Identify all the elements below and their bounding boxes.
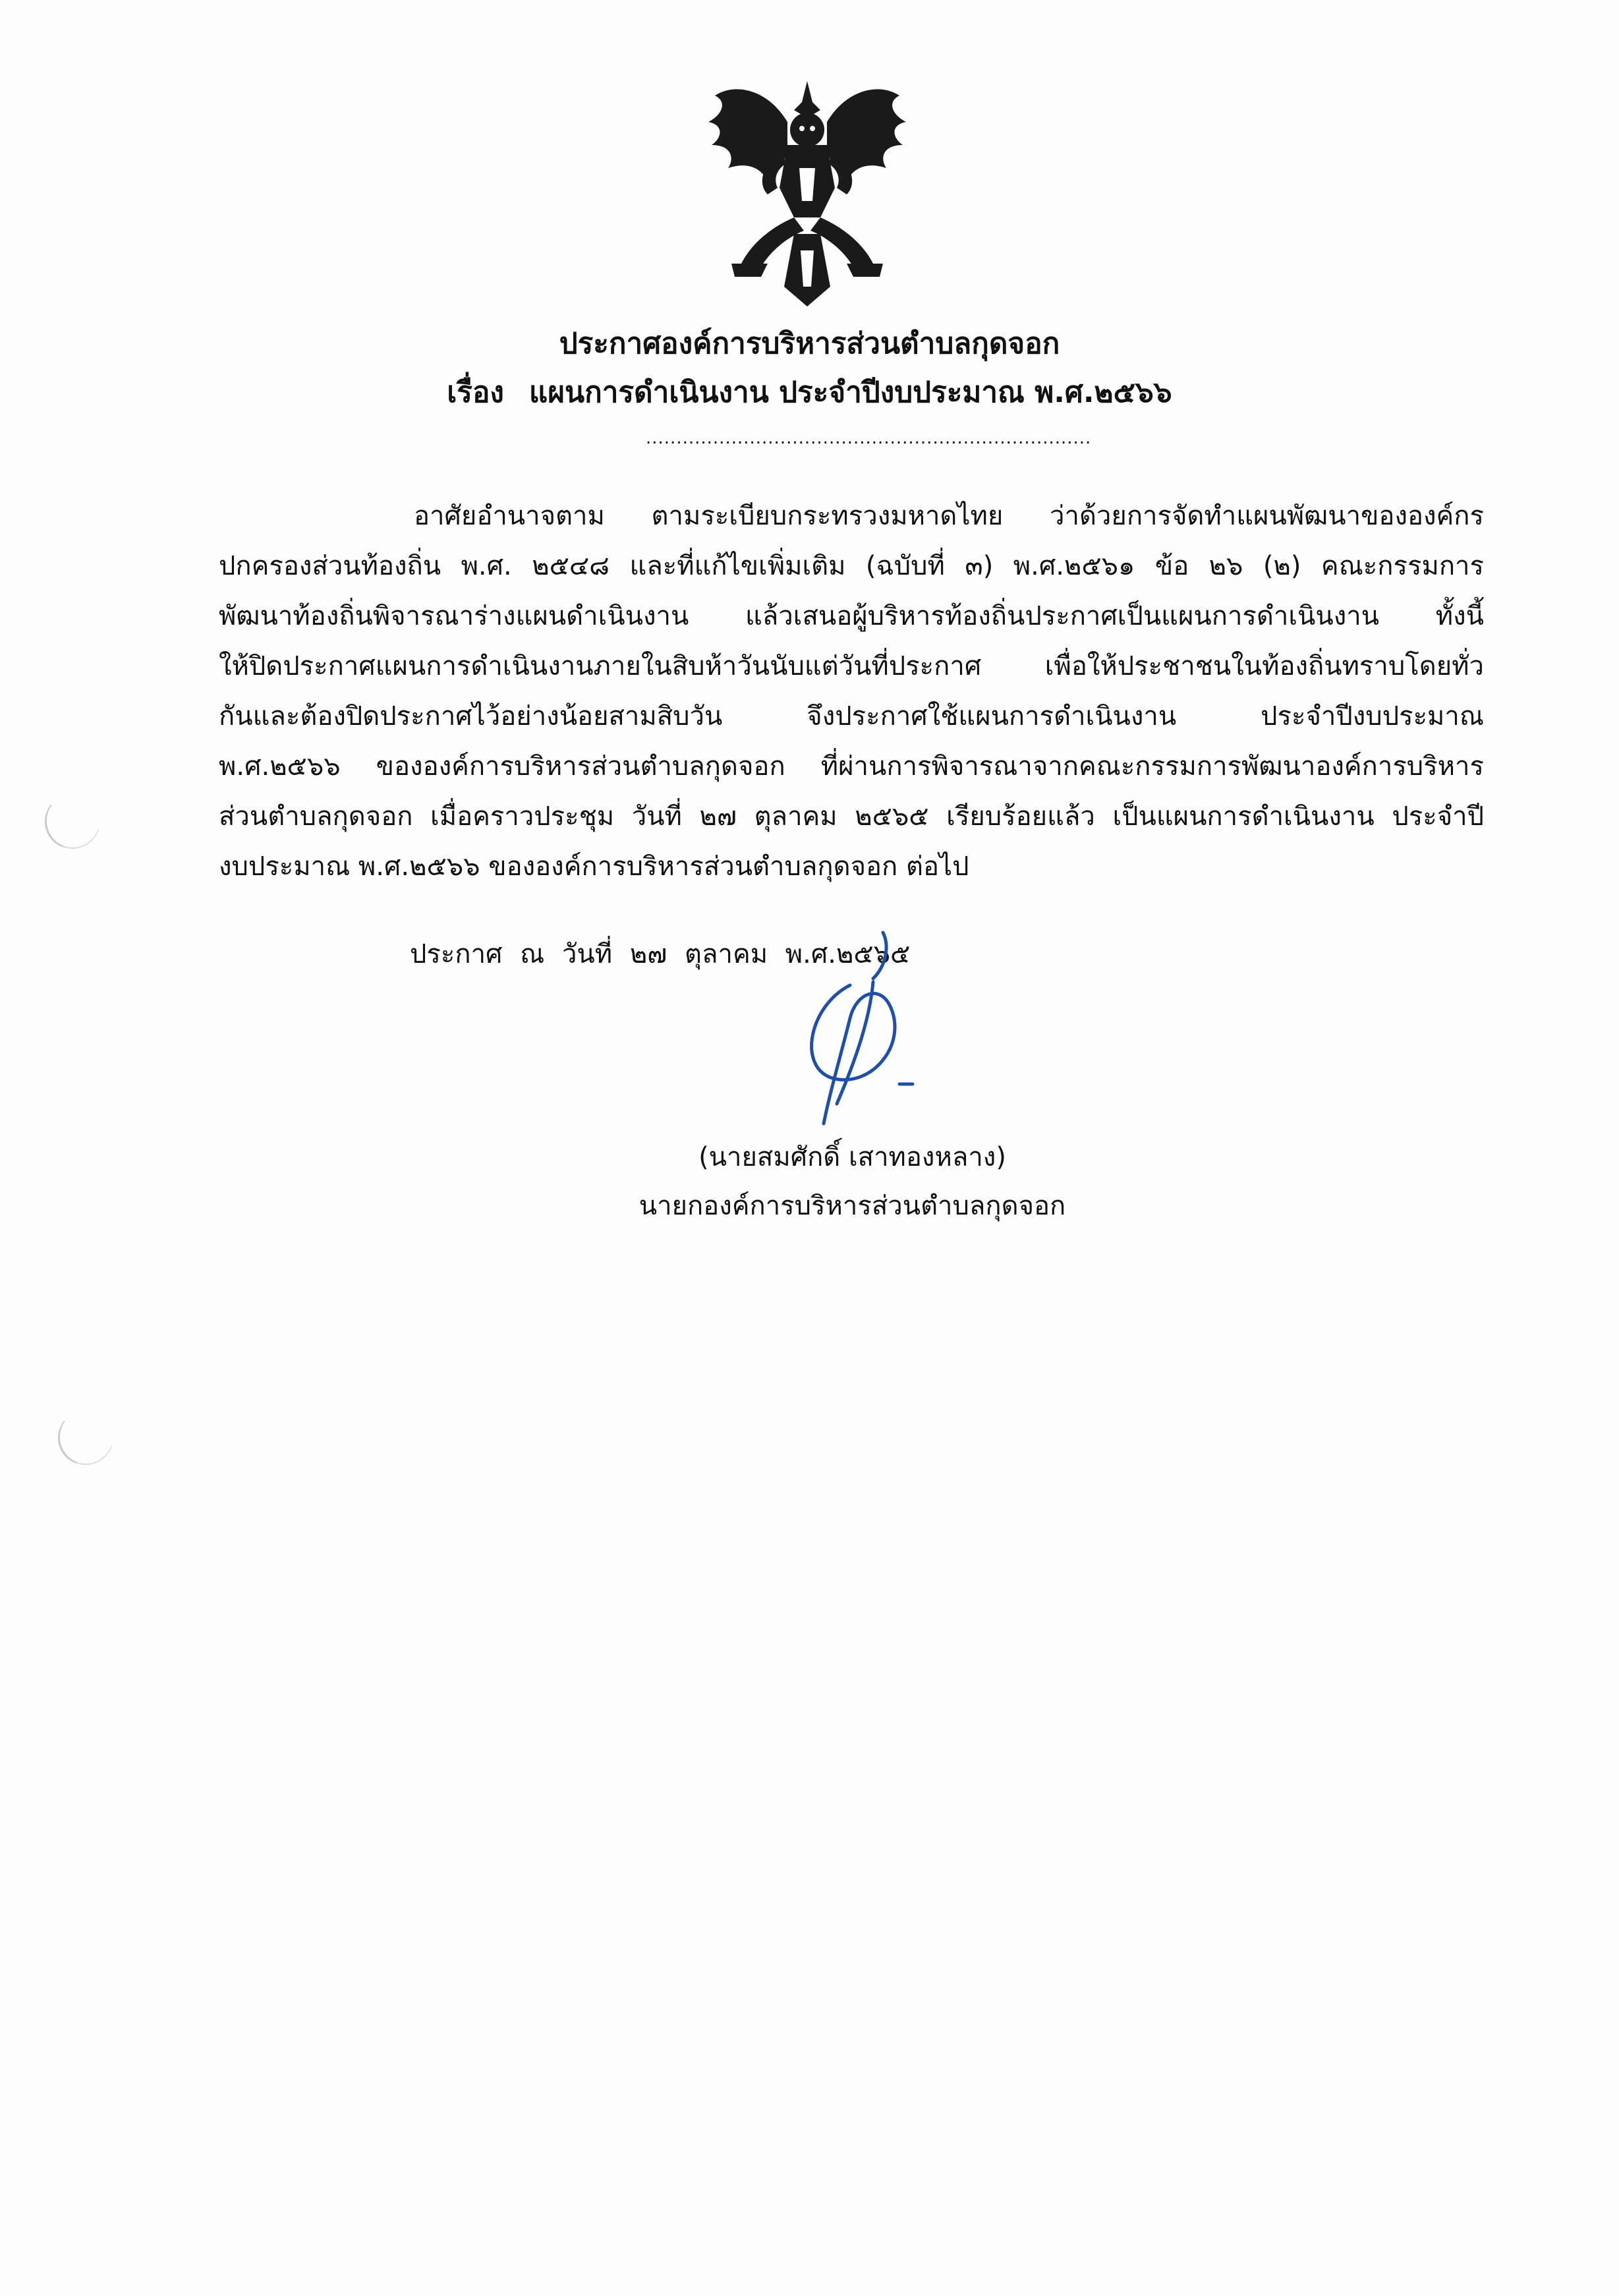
signer-name: (นายสมศักดิ์ เสาทองหลาง) bbox=[698, 1142, 1006, 1172]
dotted-separator: ......................................................................... bbox=[646, 428, 1092, 448]
body-line: อาศัยอำนาจตาม ตามระเบียบกระทรวงมหาดไทย ว่าด้วยการจัดทำแผนพัฒนาขององค์กร bbox=[414, 501, 1484, 531]
body-paragraph bbox=[219, 491, 1484, 892]
body-line: กันและต้องปิดประกาศไว้อย่างน้อยสามสิบวัน จึงประกาศใช้แผนการดำเนินงาน ประจำปีงบประมาณ bbox=[219, 701, 1484, 732]
body-line: ส่วนตำบลกุดจอก เมื่อคราวประชุม วันที่ ๒๗ ตุลาคม ๒๕๖๕ เรียบร้อยแล้ว เป็นแผนการดำเนินงาน ประจำปี bbox=[219, 801, 1484, 832]
body-line: พัฒนาท้องถิ่นพิจารณาร่างแผนดำเนินงาน แล้วเสนอผู้บริหารท้องถิ่นประกาศเป็นแผนการดำเนินงาน ทั้งนี้ bbox=[219, 601, 1484, 631]
subject-label: เรื่อง bbox=[447, 376, 504, 409]
body-line: พ.ศ.๒๕๖๖ ขององค์การบริหารส่วนตำบลกุดจอก ที่ผ่านการพิจารณาจากคณะกรรมการพัฒนาองค์การบริหาร bbox=[219, 751, 1484, 782]
subject-line bbox=[0, 373, 1619, 413]
announcement-title: ประกาศองค์การบริหารส่วนตำบลกุดจอก bbox=[559, 327, 1060, 360]
punch-hole-mark bbox=[50, 1402, 121, 1473]
handwritten-signature bbox=[758, 919, 955, 1137]
body-line: ปกครองส่วนท้องถิ่น พ.ศ. ๒๕๔๘ และที่แก้ไขเพิ่มเติม (ฉบับที่ ๓) พ.ศ.๒๕๖๑ ข้อ ๒๖ (๒) คณะกรรมการ bbox=[219, 551, 1484, 581]
punch-hole-mark bbox=[37, 786, 107, 857]
subject-text: แผนการดำเนินงาน ประจำปีงบประมาณ พ.ศ.๒๕๖๖ bbox=[528, 376, 1172, 409]
garuda-emblem-icon bbox=[695, 76, 919, 313]
body-line: งบประมาณ พ.ศ.๒๕๖๖ ขององค์การบริหารส่วนตำบลกุดจอก ต่อไป bbox=[219, 851, 969, 882]
announcement-date: ประกาศ ณ วันที่ ๒๗ ตุลาคม พ.ศ.๒๕๖๕ bbox=[410, 939, 911, 969]
body-line: ให้ปิดประกาศแผนการดำเนินงานภายในสิบห้าวันนับแต่วันที่ประกาศ เพื่อให้ประชาชนในท้องถิ่นทราบโดยทั่ว bbox=[219, 651, 1484, 681]
signer-position: นายกองค์การบริหารส่วนตำบลกุดจอก bbox=[639, 1191, 1066, 1221]
